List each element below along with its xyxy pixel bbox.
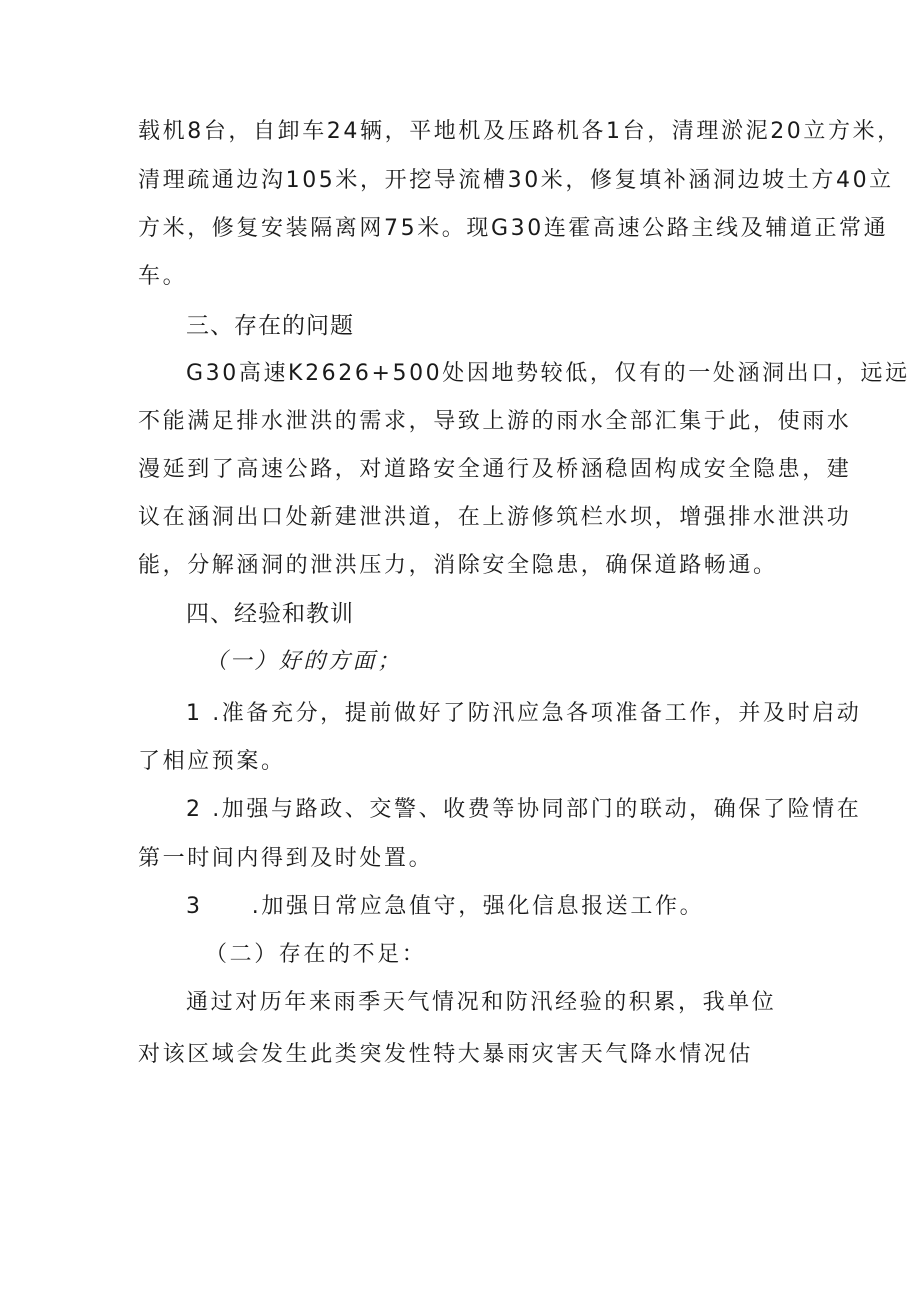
body-line: 通过对历年来雨季天气情况和防汛经验的积累，我单位 [186, 990, 777, 1015]
body-line: 清理疏通边沟105米，开挖导流槽30米，修复填补涵洞边坡土方40立 [138, 168, 894, 193]
body-line: 议在涵洞出口处新建泄洪道，在上游修筑栏水坝，增强排水泄洪功 [138, 505, 852, 530]
list-item: 2 .加强与路政、交警、收费等协同部门的联动，确保了险情在 [186, 797, 862, 822]
body-line: 第一时间内得到及时处置。 [138, 846, 434, 871]
body-line: 能，分解涵洞的泄洪压力，消除安全隐患，确保道路畅通。 [138, 553, 778, 578]
body-line: 对该区域会发生此类突发性特大暴雨灾害天气降水情况估 [138, 1042, 754, 1067]
subsection-heading: （一）好的方面； [205, 649, 402, 674]
section-heading: 三、存在的问题 [186, 313, 354, 339]
body-line: 载机8台，自卸车24辆，平地机及压路机各1台，清理淤泥20立方米， [138, 119, 902, 144]
subsection-heading: （二）存在的不足： [205, 942, 427, 967]
list-item: 1 .准备充分，提前做好了防汛应急各项准备工作，并及时启动 [186, 701, 862, 726]
body-line: G30高速K2626+500处因地势较低，仅有的一处涵洞出口，远远 [186, 361, 910, 386]
body-line: 不能满足排水泄洪的需求，导致上游的雨水全部汇集于此，使雨水 [138, 409, 852, 434]
body-line: 方米，修复安装隔离网75米。现G30连霍高速公路主线及辅道正常通 [138, 216, 889, 241]
body-line: 车。 [138, 264, 188, 289]
body-line: 漫延到了高速公路，对道路安全通行及桥涵稳固构成安全隐患，建 [138, 457, 852, 482]
list-item: 3 .加强日常应急值守，强化信息报送工作。 [186, 894, 705, 919]
body-line: 了相应预案。 [138, 749, 286, 774]
section-heading: 四、经验和教训 [186, 601, 354, 627]
